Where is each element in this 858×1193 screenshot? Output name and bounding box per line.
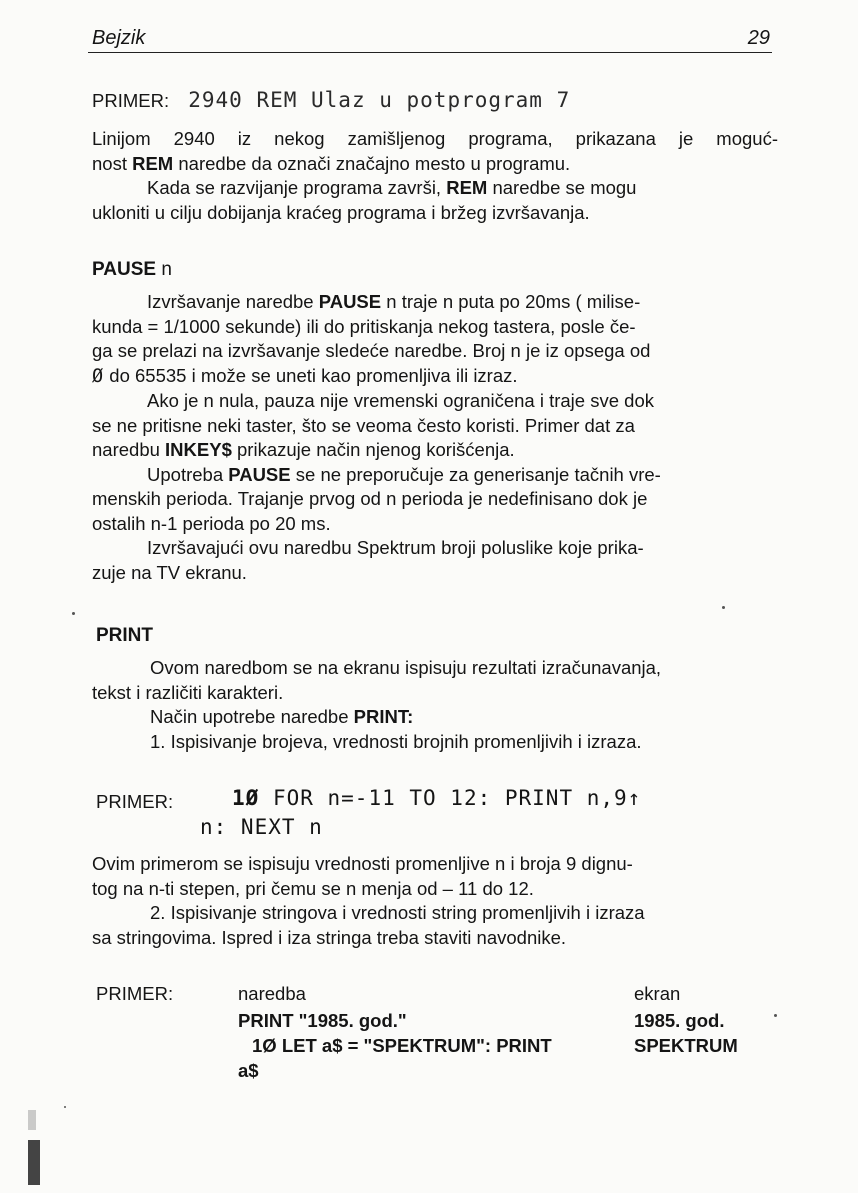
rem-para-line: nost REM naredbe da označi značajno mesto u programu. <box>92 152 571 174</box>
print-line: Način upotrebe naredbe PRINT: <box>150 706 414 727</box>
pause-line: naredbu INKEY$ prikazuje način njenog korišćenja. <box>92 439 515 460</box>
pause-description <box>92 290 778 585</box>
print-example-code-line: 1Ø FOR n=-11 TO 12: PRINT n,9↑ <box>232 786 642 810</box>
example2-screen-output: SPEKTRUM <box>634 1035 738 1056</box>
print-line: Ovim primerom se ispisuju vrednosti promenljive n i broja 9 dignu- <box>92 853 633 874</box>
print-list-item: 2. Ispisivanje stringova i vrednosti string promenljivih i izraza <box>150 902 645 923</box>
rem-para-line: Kada se razvijanje programa završi, REM naredbe se mogu <box>147 177 637 198</box>
example2-col-screen: ekran <box>634 983 681 1004</box>
pause-line: zuje na TV ekranu. <box>92 561 247 583</box>
rem-example-label: PRIMER: <box>92 90 170 111</box>
rem-example-code: 2940 REM Ulaz u potprogram 7 <box>188 88 571 112</box>
print-list-item: 1. Ispisivanje brojeva, vrednosti brojnih promenljivih i izraza. <box>150 730 642 752</box>
pause-line: kunda = 1/1000 sekunde) ili do pritiskanja nekog tastera, posle če- <box>92 315 636 337</box>
rem-keyword: REM <box>446 177 488 198</box>
print-line: tog na n-ti stepen, pri čemu se n menja od – 11 do 12. <box>92 877 534 899</box>
header-rule <box>88 52 772 53</box>
example2-col-statement: naredba <box>238 983 306 1004</box>
pause-line: ga se prelazi na izvršavanje sledeće naredbe. Broj n je iz opsega od <box>92 340 651 361</box>
print-explanation <box>92 852 778 950</box>
scan-edge-mark <box>28 1110 36 1130</box>
example2-label: PRIMER: <box>96 983 174 1004</box>
rem-keyword: REM <box>132 152 174 174</box>
scan-speck <box>64 1106 66 1108</box>
pause-line: Izvršavanje naredbe PAUSE n traje n puta po 20ms ( milise- <box>147 291 641 312</box>
pause-heading: PAUSE n <box>92 259 172 280</box>
pause-line: Upotreba PAUSE se ne preporučuje za generisanje tačnih vre- <box>147 463 661 485</box>
pause-line: Izvršavajući ovu naredbu Spektrum broji poluslike koje prika- <box>147 537 644 558</box>
example2-statement: PRINT "1985. god." <box>238 1010 407 1031</box>
scan-speck <box>774 1014 777 1017</box>
print-heading: PRINT <box>96 625 153 646</box>
print-description <box>92 656 778 754</box>
print-example-code-line: n: NEXT n <box>200 815 323 839</box>
print-line: tekst i različiti karakteri. <box>92 681 284 703</box>
rem-para-line: ukloniti u cilju dobijanja kraćeg programa i bržeg izvršavanja. <box>92 201 590 223</box>
print-example-label: PRIMER: <box>96 791 174 812</box>
scan-speck <box>72 612 75 615</box>
pause-line: menskih perioda. Trajanje prvog od n perioda je nedefinisano dok je <box>92 488 648 509</box>
example2-statement: 1Ø LET a$ = "SPEKTRUM": PRINT <box>252 1035 552 1056</box>
rem-paragraph <box>92 127 778 225</box>
scan-edge-mark <box>28 1140 40 1185</box>
pause-line: Ø do 65535 i može se uneti kao promenljiva ili izraz. <box>92 364 518 387</box>
pause-line: ostalih n-1 perioda po 20 ms. <box>92 512 331 534</box>
rem-para-line: Linijom 2940 iz nekog zamišljenog programa, prikazana je moguć- <box>92 128 778 149</box>
running-header-title: Bejzik <box>92 27 146 49</box>
print-line: Ovom naredbom se na ekranu ispisuju rezultati izračunavanja, <box>150 657 662 678</box>
scan-speck <box>722 606 725 609</box>
pause-line: Ako je n nula, pauza nije vremenski ograničena i traje sve dok <box>147 390 654 411</box>
print-line: sa stringovima. Ispred i iza stringa treba staviti navodnike. <box>92 926 567 948</box>
pause-line: se ne pritisne neki taster, što se veoma često koristi. Primer dat za <box>92 414 635 436</box>
example2-screen-output: 1985. god. <box>634 1010 725 1031</box>
page-number: 29 <box>747 27 770 49</box>
rem-example <box>92 88 570 114</box>
example2-statement: a$ <box>238 1060 259 1081</box>
